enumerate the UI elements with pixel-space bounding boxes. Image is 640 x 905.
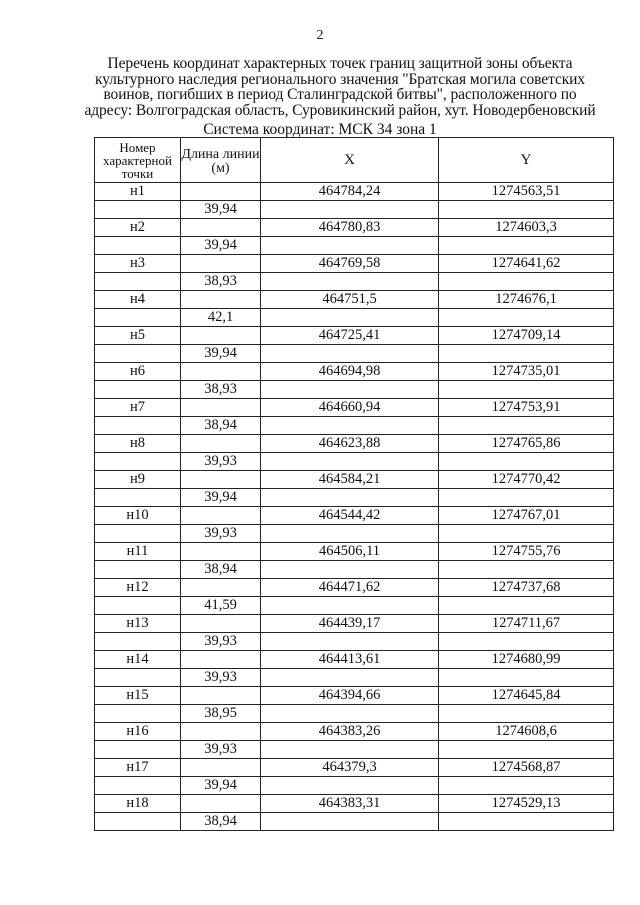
point-name-cell: н17 bbox=[95, 759, 181, 777]
empty-y-cell bbox=[439, 813, 614, 831]
x-coordinate-cell: 464471,62 bbox=[261, 579, 439, 597]
empty-y-cell bbox=[439, 669, 614, 687]
line-length-cell: 39,93 bbox=[181, 525, 261, 543]
line-length-row bbox=[95, 453, 614, 471]
line-length-row bbox=[95, 273, 614, 291]
line-length-row bbox=[95, 813, 614, 831]
empty-point-cell bbox=[95, 453, 181, 471]
line-length-row bbox=[95, 525, 614, 543]
empty-length-cell bbox=[181, 471, 261, 489]
empty-x-cell bbox=[261, 309, 439, 327]
empty-y-cell bbox=[439, 381, 614, 399]
point-row bbox=[95, 291, 614, 309]
point-name-cell: н2 bbox=[95, 219, 181, 237]
point-row bbox=[95, 219, 614, 237]
empty-point-cell bbox=[95, 273, 181, 291]
empty-x-cell bbox=[261, 561, 439, 579]
point-row bbox=[95, 255, 614, 273]
empty-point-cell bbox=[95, 525, 181, 543]
empty-point-cell bbox=[95, 597, 181, 615]
empty-y-cell bbox=[439, 237, 614, 255]
empty-x-cell bbox=[261, 273, 439, 291]
point-name-cell: н7 bbox=[95, 399, 181, 417]
x-coordinate-cell: 464506,11 bbox=[261, 543, 439, 561]
point-name-cell: н5 bbox=[95, 327, 181, 345]
line-length-cell: 39,94 bbox=[181, 201, 261, 219]
empty-point-cell bbox=[95, 669, 181, 687]
empty-length-cell bbox=[181, 579, 261, 597]
y-coordinate-cell: 1274676,1 bbox=[439, 291, 614, 309]
x-coordinate-cell: 464584,21 bbox=[261, 471, 439, 489]
line-length-row bbox=[95, 561, 614, 579]
line-length-row bbox=[95, 597, 614, 615]
y-coordinate-cell: 1274737,68 bbox=[439, 579, 614, 597]
empty-y-cell bbox=[439, 453, 614, 471]
line-length-row bbox=[95, 417, 614, 435]
point-row bbox=[95, 723, 614, 741]
point-row bbox=[95, 435, 614, 453]
empty-point-cell bbox=[95, 705, 181, 723]
empty-x-cell bbox=[261, 453, 439, 471]
empty-length-cell bbox=[181, 183, 261, 201]
title-line: культурного наследия регионального значения "Братская могила советских bbox=[94, 70, 586, 88]
empty-x-cell bbox=[261, 669, 439, 687]
empty-length-cell bbox=[181, 363, 261, 381]
empty-length-cell bbox=[181, 399, 261, 417]
x-coordinate-cell: 464383,31 bbox=[261, 795, 439, 813]
empty-point-cell bbox=[95, 741, 181, 759]
empty-x-cell bbox=[261, 633, 439, 651]
point-row bbox=[95, 363, 614, 381]
y-coordinate-cell: 1274603,3 bbox=[439, 219, 614, 237]
y-coordinate-cell: 1274709,14 bbox=[439, 327, 614, 345]
point-row bbox=[95, 579, 614, 597]
empty-length-cell bbox=[181, 255, 261, 273]
line-length-cell: 41,59 bbox=[181, 597, 261, 615]
title-line: адресу: Волгоградская область, Суровикинский район, хут. Новодербеновский bbox=[84, 101, 596, 119]
x-coordinate-cell: 464694,98 bbox=[261, 363, 439, 381]
line-length-cell: 39,94 bbox=[181, 345, 261, 363]
header-point-number: Номер характерной точки bbox=[95, 138, 181, 183]
point-name-cell: н15 bbox=[95, 687, 181, 705]
empty-point-cell bbox=[95, 345, 181, 363]
title-line: Перечень координат характерных точек границ защитной зоны объекта bbox=[107, 55, 573, 72]
point-row bbox=[95, 507, 614, 525]
empty-x-cell bbox=[261, 705, 439, 723]
line-length-cell: 38,95 bbox=[181, 705, 261, 723]
line-length-cell: 39,93 bbox=[181, 633, 261, 651]
line-length-cell: 39,94 bbox=[181, 237, 261, 255]
y-coordinate-cell: 1274645,84 bbox=[439, 687, 614, 705]
point-name-cell: н4 bbox=[95, 291, 181, 309]
line-length-cell: 38,94 bbox=[181, 813, 261, 831]
y-coordinate-cell: 1274765,86 bbox=[439, 435, 614, 453]
y-coordinate-cell: 1274711,67 bbox=[439, 615, 614, 633]
line-length-row bbox=[95, 705, 614, 723]
empty-y-cell bbox=[439, 561, 614, 579]
empty-length-cell bbox=[181, 327, 261, 345]
title-line: воинов, погибших в период Сталинградской битвы", расположенного по bbox=[103, 86, 577, 103]
table-body bbox=[95, 183, 614, 831]
empty-point-cell bbox=[95, 633, 181, 651]
y-coordinate-cell: 1274608,6 bbox=[439, 723, 614, 741]
line-length-row bbox=[95, 633, 614, 651]
empty-y-cell bbox=[439, 705, 614, 723]
empty-y-cell bbox=[439, 525, 614, 543]
line-length-cell: 39,94 bbox=[181, 777, 261, 795]
empty-y-cell bbox=[439, 309, 614, 327]
line-length-cell: 39,93 bbox=[181, 669, 261, 687]
empty-x-cell bbox=[261, 381, 439, 399]
line-length-row bbox=[95, 201, 614, 219]
point-row bbox=[95, 687, 614, 705]
x-coordinate-cell: 464725,41 bbox=[261, 327, 439, 345]
empty-point-cell bbox=[95, 417, 181, 435]
empty-length-cell bbox=[181, 615, 261, 633]
y-coordinate-cell: 1274641,62 bbox=[439, 255, 614, 273]
point-row bbox=[95, 399, 614, 417]
line-length-row bbox=[95, 777, 614, 795]
y-coordinate-cell: 1274680,99 bbox=[439, 651, 614, 669]
empty-length-cell bbox=[181, 507, 261, 525]
y-coordinate-cell: 1274529,13 bbox=[439, 795, 614, 813]
empty-x-cell bbox=[261, 525, 439, 543]
empty-x-cell bbox=[261, 741, 439, 759]
point-row bbox=[95, 327, 614, 345]
empty-point-cell bbox=[95, 381, 181, 399]
line-length-row bbox=[95, 669, 614, 687]
line-length-cell: 42,1 bbox=[181, 309, 261, 327]
line-length-cell: 38,94 bbox=[181, 417, 261, 435]
x-coordinate-cell: 464379,3 bbox=[261, 759, 439, 777]
header-x: X bbox=[261, 138, 439, 183]
x-coordinate-cell: 464413,61 bbox=[261, 651, 439, 669]
x-coordinate-cell: 464751,5 bbox=[261, 291, 439, 309]
empty-y-cell bbox=[439, 633, 614, 651]
line-length-cell: 38,94 bbox=[181, 561, 261, 579]
y-coordinate-cell: 1274753,91 bbox=[439, 399, 614, 417]
point-row bbox=[95, 615, 614, 633]
header-y: Y bbox=[439, 138, 614, 183]
point-name-cell: н11 bbox=[95, 543, 181, 561]
point-name-cell: н18 bbox=[95, 795, 181, 813]
line-length-cell: 38,93 bbox=[181, 381, 261, 399]
empty-length-cell bbox=[181, 687, 261, 705]
point-name-cell: н12 bbox=[95, 579, 181, 597]
point-row bbox=[95, 471, 614, 489]
x-coordinate-cell: 464439,17 bbox=[261, 615, 439, 633]
empty-y-cell bbox=[439, 345, 614, 363]
point-name-cell: н3 bbox=[95, 255, 181, 273]
x-coordinate-cell: 464660,94 bbox=[261, 399, 439, 417]
empty-point-cell bbox=[95, 813, 181, 831]
header-line-length: Длина линии (м) bbox=[181, 138, 261, 183]
line-length-row bbox=[95, 345, 614, 363]
empty-x-cell bbox=[261, 345, 439, 363]
empty-point-cell bbox=[95, 561, 181, 579]
empty-x-cell bbox=[261, 777, 439, 795]
empty-y-cell bbox=[439, 489, 614, 507]
empty-length-cell bbox=[181, 291, 261, 309]
line-length-cell: 39,93 bbox=[181, 741, 261, 759]
empty-length-cell bbox=[181, 759, 261, 777]
point-row bbox=[95, 651, 614, 669]
line-length-row bbox=[95, 237, 614, 255]
point-name-cell: н6 bbox=[95, 363, 181, 381]
point-row bbox=[95, 795, 614, 813]
line-length-cell: 38,93 bbox=[181, 273, 261, 291]
line-length-row bbox=[95, 741, 614, 759]
empty-point-cell bbox=[95, 777, 181, 795]
y-coordinate-cell: 1274767,01 bbox=[439, 507, 614, 525]
empty-y-cell bbox=[439, 201, 614, 219]
y-coordinate-cell: 1274568,87 bbox=[439, 759, 614, 777]
empty-x-cell bbox=[261, 201, 439, 219]
coordinate-system-caption: Система координат: МСК 34 зона 1 bbox=[203, 121, 437, 138]
point-name-cell: н9 bbox=[95, 471, 181, 489]
empty-x-cell bbox=[261, 417, 439, 435]
y-coordinate-cell: 1274755,76 bbox=[439, 543, 614, 561]
line-length-row bbox=[95, 381, 614, 399]
empty-point-cell bbox=[95, 237, 181, 255]
table-header-row bbox=[95, 138, 614, 183]
empty-y-cell bbox=[439, 741, 614, 759]
empty-x-cell bbox=[261, 813, 439, 831]
point-name-cell: н1 bbox=[95, 183, 181, 201]
x-coordinate-cell: 464623,88 bbox=[261, 435, 439, 453]
x-coordinate-cell: 464780,83 bbox=[261, 219, 439, 237]
page-number: 2 bbox=[316, 28, 324, 43]
x-coordinate-cell: 464383,26 bbox=[261, 723, 439, 741]
line-length-row bbox=[95, 309, 614, 327]
y-coordinate-cell: 1274735,01 bbox=[439, 363, 614, 381]
point-name-cell: н16 bbox=[95, 723, 181, 741]
empty-point-cell bbox=[95, 489, 181, 507]
x-coordinate-cell: 464784,24 bbox=[261, 183, 439, 201]
point-row bbox=[95, 183, 614, 201]
x-coordinate-cell: 464394,66 bbox=[261, 687, 439, 705]
empty-length-cell bbox=[181, 543, 261, 561]
point-name-cell: н13 bbox=[95, 615, 181, 633]
y-coordinate-cell: 1274770,42 bbox=[439, 471, 614, 489]
empty-x-cell bbox=[261, 237, 439, 255]
coordinates-table bbox=[94, 137, 614, 831]
point-name-cell: н10 bbox=[95, 507, 181, 525]
empty-length-cell bbox=[181, 723, 261, 741]
point-name-cell: н8 bbox=[95, 435, 181, 453]
point-name-cell: н14 bbox=[95, 651, 181, 669]
empty-y-cell bbox=[439, 417, 614, 435]
empty-y-cell bbox=[439, 597, 614, 615]
point-row bbox=[95, 543, 614, 561]
y-coordinate-cell: 1274563,51 bbox=[439, 183, 614, 201]
line-length-row bbox=[95, 489, 614, 507]
empty-y-cell bbox=[439, 777, 614, 795]
empty-point-cell bbox=[95, 201, 181, 219]
point-row bbox=[95, 759, 614, 777]
x-coordinate-cell: 464769,58 bbox=[261, 255, 439, 273]
x-coordinate-cell: 464544,42 bbox=[261, 507, 439, 525]
empty-length-cell bbox=[181, 795, 261, 813]
empty-point-cell bbox=[95, 309, 181, 327]
empty-length-cell bbox=[181, 435, 261, 453]
empty-length-cell bbox=[181, 219, 261, 237]
line-length-cell: 39,94 bbox=[181, 489, 261, 507]
line-length-cell: 39,93 bbox=[181, 453, 261, 471]
empty-x-cell bbox=[261, 489, 439, 507]
document-title bbox=[80, 56, 600, 118]
empty-y-cell bbox=[439, 273, 614, 291]
empty-x-cell bbox=[261, 597, 439, 615]
empty-length-cell bbox=[181, 651, 261, 669]
